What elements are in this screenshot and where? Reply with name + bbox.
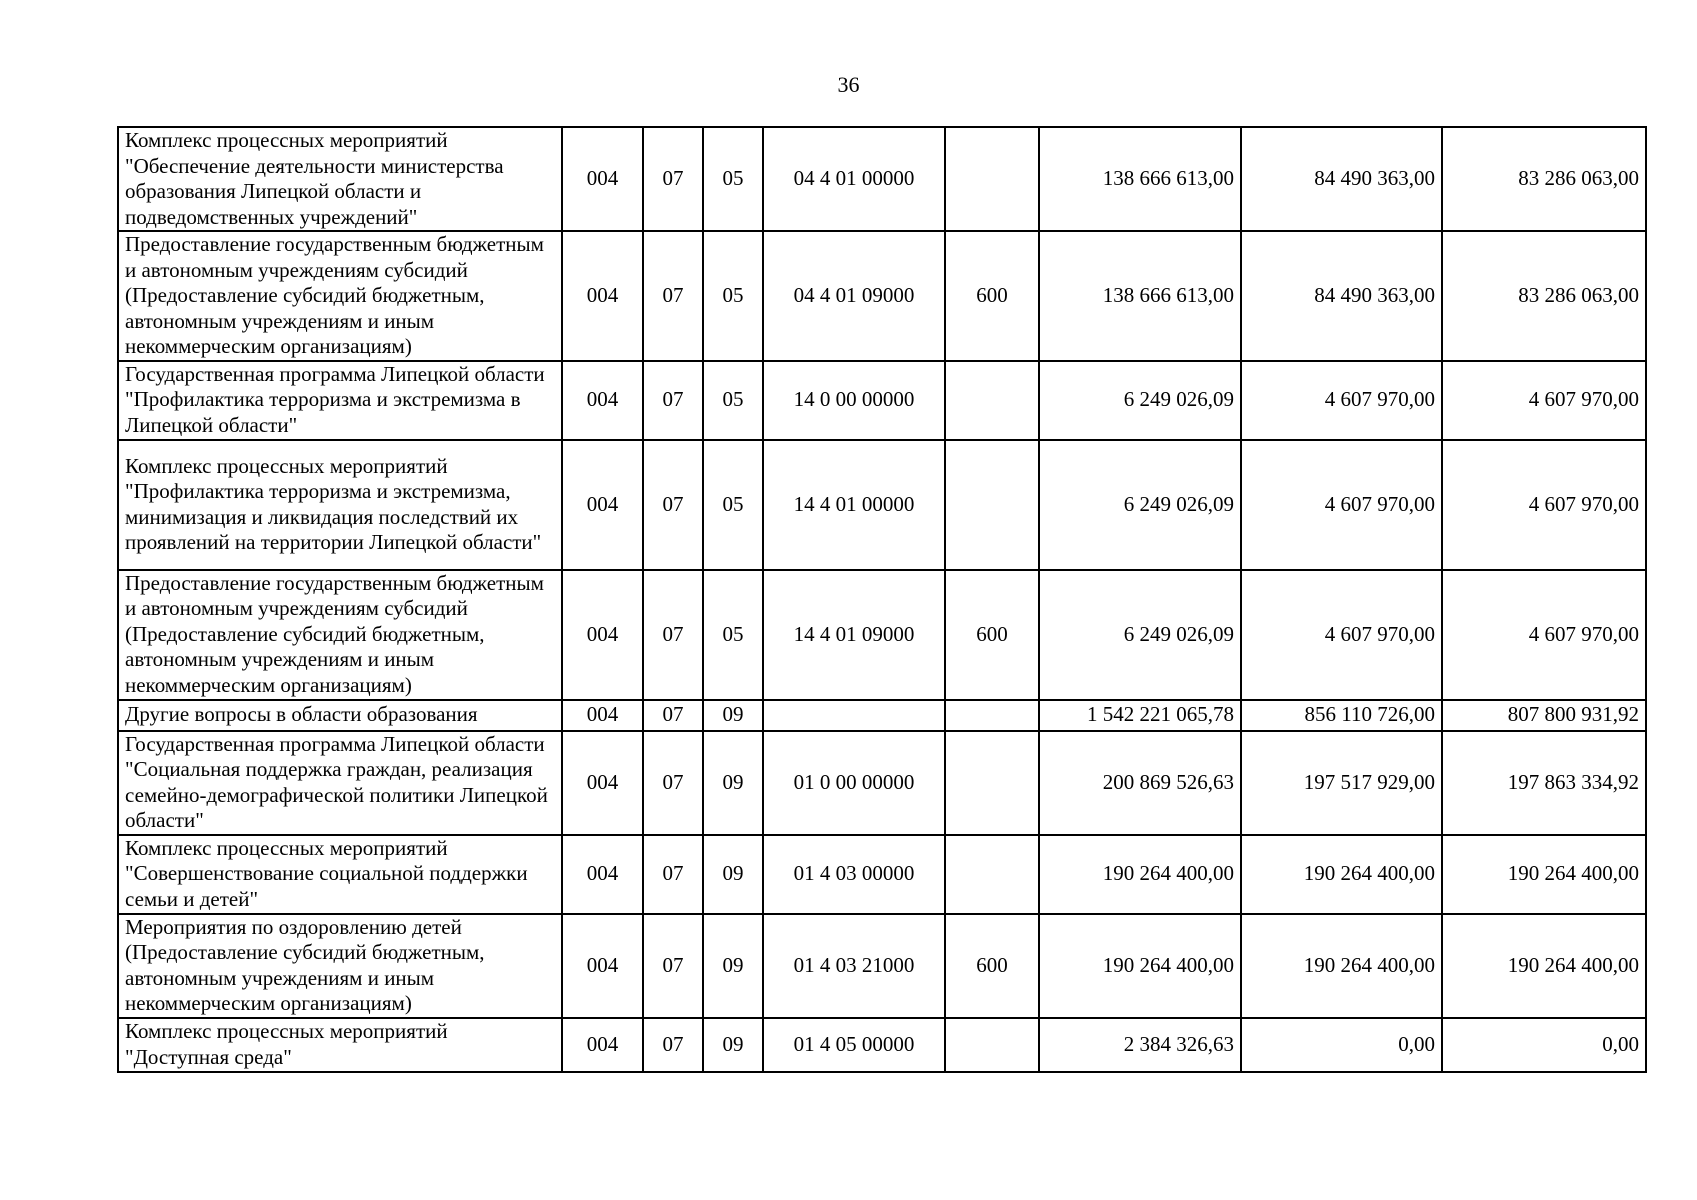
subsection-code: 09 [703,1018,763,1072]
row-name: Предоставление государственным бюджетным и автономным учреждениям субсидий (Предоставление субсидий бюджетным, автономным учреждениям и иным некоммерческим организациям) [118,231,562,361]
row-name: Комплекс процессных мероприятий "Обеспечение деятельности министерства образования Липецкой области и подведомственных учреждений" [118,127,562,231]
expense-type-code [945,361,1039,440]
subsection-code: 09 [703,914,763,1018]
table-row [118,231,1646,361]
amount-year-3: 190 264 400,00 [1442,914,1646,1018]
section-code: 07 [643,700,703,731]
amount-year-1: 1 542 221 065,78 [1039,700,1241,731]
target-article-code [763,700,945,731]
amount-year-3: 4 607 970,00 [1442,570,1646,700]
expense-type-code [945,1018,1039,1072]
grbs-code: 004 [562,835,643,914]
amount-year-1: 190 264 400,00 [1039,835,1241,914]
amount-year-1: 190 264 400,00 [1039,914,1241,1018]
page-number: 36 [837,72,860,97]
expense-type-code [945,835,1039,914]
budget-table [117,126,1647,1073]
expense-type-code [945,127,1039,231]
target-article-code: 04 4 01 00000 [763,127,945,231]
subsection-code: 05 [703,231,763,361]
target-article-code: 14 4 01 00000 [763,440,945,570]
grbs-code: 004 [562,914,643,1018]
amount-year-3: 0,00 [1442,1018,1646,1072]
amount-year-2: 856 110 726,00 [1241,700,1442,731]
expense-type-code [945,440,1039,570]
target-article-code: 01 4 03 00000 [763,835,945,914]
expense-type-code: 600 [945,570,1039,700]
row-name: Другие вопросы в области образования [118,700,562,731]
table-row [118,1018,1646,1072]
amount-year-1: 6 249 026,09 [1039,440,1241,570]
section-code: 07 [643,914,703,1018]
amount-year-1: 138 666 613,00 [1039,127,1241,231]
amount-year-2: 84 490 363,00 [1241,231,1442,361]
amount-year-2: 197 517 929,00 [1241,731,1442,835]
subsection-code: 09 [703,700,763,731]
grbs-code: 004 [562,231,643,361]
amount-year-3: 83 286 063,00 [1442,127,1646,231]
amount-year-2: 4 607 970,00 [1241,440,1442,570]
amount-year-1: 138 666 613,00 [1039,231,1241,361]
grbs-code: 004 [562,127,643,231]
amount-year-2: 190 264 400,00 [1241,835,1442,914]
amount-year-3: 807 800 931,92 [1442,700,1646,731]
target-article-code: 01 0 00 00000 [763,731,945,835]
table-row [118,835,1646,914]
expense-type-code: 600 [945,914,1039,1018]
amount-year-3: 83 286 063,00 [1442,231,1646,361]
target-article-code: 01 4 05 00000 [763,1018,945,1072]
amount-year-2: 4 607 970,00 [1241,570,1442,700]
section-code: 07 [643,231,703,361]
subsection-code: 05 [703,127,763,231]
subsection-code: 05 [703,570,763,700]
amount-year-1: 2 384 326,63 [1039,1018,1241,1072]
table-row [118,361,1646,440]
section-code: 07 [643,731,703,835]
section-code: 07 [643,1018,703,1072]
row-name: Государственная программа Липецкой области "Социальная поддержка граждан, реализация семейно-демографической политики Липецкой области" [118,731,562,835]
grbs-code: 004 [562,731,643,835]
grbs-code: 004 [562,361,643,440]
section-code: 07 [643,127,703,231]
subsection-code: 05 [703,440,763,570]
amount-year-2: 84 490 363,00 [1241,127,1442,231]
row-name: Мероприятия по оздоровлению детей (Предоставление субсидий бюджетным, автономным учреждениям и иным некоммерческим организациям) [118,914,562,1018]
target-article-code: 14 4 01 09000 [763,570,945,700]
section-code: 07 [643,361,703,440]
subsection-code: 09 [703,835,763,914]
table-row [118,570,1646,700]
table-row [118,731,1646,835]
section-code: 07 [643,835,703,914]
target-article-code: 01 4 03 21000 [763,914,945,1018]
row-name: Комплекс процессных мероприятий "Совершенствование социальной поддержки семьи и детей" [118,835,562,914]
section-code: 07 [643,570,703,700]
expense-type-code [945,700,1039,731]
target-article-code: 04 4 01 09000 [763,231,945,361]
row-name: Комплекс процессных мероприятий "Профилактика терроризма и экстремизма, минимизация и ликвидация последствий их проявлений на территории Липецкой области" [118,440,562,570]
table-row [118,127,1646,231]
table-row [118,440,1646,570]
subsection-code: 09 [703,731,763,835]
subsection-code: 05 [703,361,763,440]
amount-year-1: 6 249 026,09 [1039,570,1241,700]
table-row [118,700,1646,731]
amount-year-1: 6 249 026,09 [1039,361,1241,440]
grbs-code: 004 [562,440,643,570]
amount-year-3: 4 607 970,00 [1442,440,1646,570]
amount-year-2: 190 264 400,00 [1241,914,1442,1018]
expense-type-code [945,731,1039,835]
grbs-code: 004 [562,570,643,700]
amount-year-3: 197 863 334,92 [1442,731,1646,835]
section-code: 07 [643,440,703,570]
grbs-code: 004 [562,700,643,731]
amount-year-3: 4 607 970,00 [1442,361,1646,440]
amount-year-2: 0,00 [1241,1018,1442,1072]
amount-year-2: 4 607 970,00 [1241,361,1442,440]
grbs-code: 004 [562,1018,643,1072]
row-name: Государственная программа Липецкой области "Профилактика терроризма и экстремизма в Липецкой области" [118,361,562,440]
amount-year-3: 190 264 400,00 [1442,835,1646,914]
row-name: Предоставление государственным бюджетным и автономным учреждениям субсидий (Предоставление субсидий бюджетным, автономным учреждениям и иным некоммерческим организациям) [118,570,562,700]
row-name: Комплекс процессных мероприятий "Доступная среда" [118,1018,562,1072]
target-article-code: 14 0 00 00000 [763,361,945,440]
table-row [118,914,1646,1018]
amount-year-1: 200 869 526,63 [1039,731,1241,835]
expense-type-code: 600 [945,231,1039,361]
